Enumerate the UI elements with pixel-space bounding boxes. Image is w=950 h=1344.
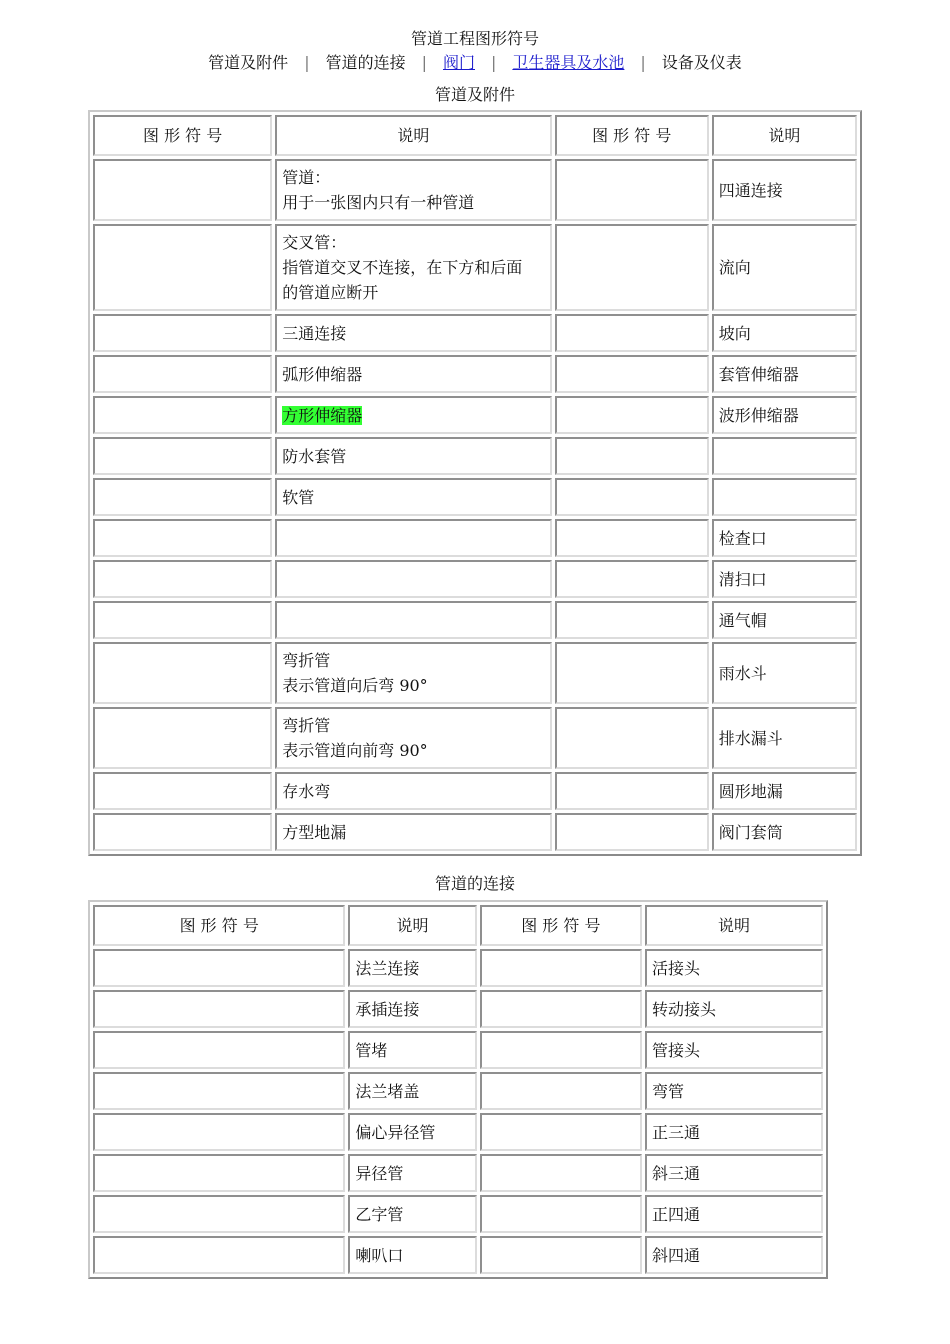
symbol-cell xyxy=(93,1154,345,1192)
header-description: 说明 xyxy=(712,115,857,156)
table-row xyxy=(93,314,857,352)
symbol-cell xyxy=(93,707,272,769)
highlighted-text: 方形伸缩器 xyxy=(282,405,363,425)
table-row xyxy=(93,1195,823,1233)
description-cell xyxy=(275,519,551,557)
description-cell: 正三通 xyxy=(645,1113,823,1151)
symbol-cell xyxy=(93,1031,345,1069)
description-cell: 阀门套筒 xyxy=(712,813,857,851)
description-cell: 清扫口 xyxy=(712,560,857,598)
table-row xyxy=(93,1113,823,1151)
table-row xyxy=(93,396,857,434)
symbol-cell xyxy=(555,437,709,475)
nav-separator: | xyxy=(640,53,646,72)
table-row xyxy=(93,1154,823,1192)
description-cell: 弧形伸缩器 xyxy=(275,355,551,393)
description-cell: 四通连接 xyxy=(712,159,857,221)
symbol-cell xyxy=(555,519,709,557)
description-cell: 弯管 xyxy=(645,1072,823,1110)
table-row xyxy=(93,990,823,1028)
nav-link-sanitary-fixtures[interactable]: 卫生器具及水池 xyxy=(512,53,625,72)
table-row xyxy=(93,601,857,639)
description-cell: 乙字管 xyxy=(348,1195,476,1233)
table-row xyxy=(93,1072,823,1110)
description-cell: 喇叭口 xyxy=(348,1236,476,1274)
symbol-cell xyxy=(93,560,272,598)
nav-separator: | xyxy=(491,53,497,72)
symbol-cell xyxy=(93,1072,345,1110)
description-cell xyxy=(712,478,857,516)
description-cell: 流向 xyxy=(712,224,857,311)
symbol-cell xyxy=(555,772,709,810)
symbol-cell xyxy=(480,1072,642,1110)
description-cell: 转动接头 xyxy=(645,990,823,1028)
symbol-cell xyxy=(93,813,272,851)
symbol-cell xyxy=(555,560,709,598)
symbol-cell xyxy=(93,642,272,704)
nav-separator: | xyxy=(304,53,310,72)
symbol-cell xyxy=(480,1195,642,1233)
symbol-cell xyxy=(480,1113,642,1151)
symbol-cell xyxy=(555,813,709,851)
page-title: 管道工程图形符号 xyxy=(410,29,539,48)
table-row xyxy=(93,813,857,851)
description-cell: 弯折管 表示管道向后弯 90° xyxy=(275,642,551,704)
table-row xyxy=(93,707,857,769)
pipes-fittings-table xyxy=(88,110,862,856)
description-cell: 法兰堵盖 xyxy=(348,1072,476,1110)
description-cell: 检查口 xyxy=(712,519,857,557)
symbol-cell xyxy=(480,990,642,1028)
symbol-cell xyxy=(480,1236,642,1274)
pipe-connections-table xyxy=(88,900,828,1279)
description-cell: 三通连接 xyxy=(275,314,551,352)
description-cell: 方型地漏 xyxy=(275,813,551,851)
table-row xyxy=(93,1236,823,1274)
description-cell: 斜四通 xyxy=(645,1236,823,1274)
symbol-cell xyxy=(555,314,709,352)
table-row xyxy=(93,949,823,987)
description-cell: 圆形地漏 xyxy=(712,772,857,810)
symbol-cell xyxy=(555,355,709,393)
symbol-cell xyxy=(555,396,709,434)
symbol-cell xyxy=(93,224,272,311)
table-row xyxy=(93,519,857,557)
description-cell: 承插连接 xyxy=(348,990,476,1028)
table-row xyxy=(93,772,857,810)
description-cell: 雨水斗 xyxy=(712,642,857,704)
table-row xyxy=(93,1031,823,1069)
description-cell: 偏心异径管 xyxy=(348,1113,476,1151)
description-cell: 交叉管： 指管道交叉不连接，在下方和后面 的管道应断开 xyxy=(275,224,551,311)
description-cell: 活接头 xyxy=(645,949,823,987)
description-cell: 波形伸缩器 xyxy=(712,396,857,434)
description-cell xyxy=(275,396,551,434)
header-description: 说明 xyxy=(645,905,823,946)
symbol-cell xyxy=(93,519,272,557)
header-symbol: 图 形 符 号 xyxy=(93,115,272,156)
symbol-cell xyxy=(93,990,345,1028)
table-row xyxy=(93,437,857,475)
symbol-cell xyxy=(93,601,272,639)
table-row xyxy=(93,560,857,598)
description-cell: 坡向 xyxy=(712,314,857,352)
symbol-cell xyxy=(555,707,709,769)
symbol-cell xyxy=(93,1236,345,1274)
symbol-cell xyxy=(93,314,272,352)
symbol-cell xyxy=(93,396,272,434)
description-cell: 弯折管 表示管道向前弯 90° xyxy=(275,707,551,769)
section-title-pipes-fittings: 管道及附件 xyxy=(434,85,515,104)
section-title-pipe-connections: 管道的连接 xyxy=(434,874,515,893)
symbol-cell xyxy=(480,949,642,987)
symbol-cell xyxy=(555,478,709,516)
table-row xyxy=(93,642,857,704)
table-header-row xyxy=(93,905,823,946)
header-description: 说明 xyxy=(275,115,551,156)
nav-separator: | xyxy=(421,53,427,72)
nav-item-equipment-instruments[interactable]: 设备及仪表 xyxy=(661,53,742,72)
description-cell xyxy=(275,601,551,639)
symbol-cell xyxy=(555,159,709,221)
description-cell: 异径管 xyxy=(348,1154,476,1192)
header-description: 说明 xyxy=(348,905,476,946)
nav-item-pipes-fittings[interactable]: 管道及附件 xyxy=(208,53,289,72)
header-symbol: 图 形 符 号 xyxy=(93,905,345,946)
section-nav xyxy=(0,50,950,75)
description-cell: 软管 xyxy=(275,478,551,516)
table-row xyxy=(93,224,857,311)
symbol-cell xyxy=(93,949,345,987)
description-cell: 排水漏斗 xyxy=(712,707,857,769)
symbol-cell xyxy=(555,642,709,704)
symbol-cell xyxy=(93,1113,345,1151)
description-cell: 防水套管 xyxy=(275,437,551,475)
description-cell: 管接头 xyxy=(645,1031,823,1069)
nav-link-valves[interactable]: 阀门 xyxy=(442,53,475,72)
description-cell: 套管伸缩器 xyxy=(712,355,857,393)
description-cell: 通气帽 xyxy=(712,601,857,639)
symbol-cell xyxy=(555,224,709,311)
table-row xyxy=(93,159,857,221)
description-cell: 法兰连接 xyxy=(348,949,476,987)
description-cell: 管堵 xyxy=(348,1031,476,1069)
table-row xyxy=(93,355,857,393)
symbol-cell xyxy=(480,1154,642,1192)
symbol-cell xyxy=(93,478,272,516)
description-cell xyxy=(275,560,551,598)
symbol-cell xyxy=(93,355,272,393)
table-header-row xyxy=(93,115,857,156)
symbol-cell xyxy=(93,437,272,475)
nav-item-pipe-connections[interactable]: 管道的连接 xyxy=(325,53,406,72)
description-cell: 管道： 用于一张图内只有一种管道 xyxy=(275,159,551,221)
symbol-cell xyxy=(555,601,709,639)
symbol-cell xyxy=(480,1031,642,1069)
symbol-cell xyxy=(93,772,272,810)
description-cell: 正四通 xyxy=(645,1195,823,1233)
header-symbol: 图 形 符 号 xyxy=(480,905,642,946)
description-cell: 存水弯 xyxy=(275,772,551,810)
description-cell: 斜三通 xyxy=(645,1154,823,1192)
table-row xyxy=(93,478,857,516)
symbol-cell xyxy=(93,1195,345,1233)
header-symbol: 图 形 符 号 xyxy=(555,115,709,156)
description-cell xyxy=(712,437,857,475)
symbol-cell xyxy=(93,159,272,221)
